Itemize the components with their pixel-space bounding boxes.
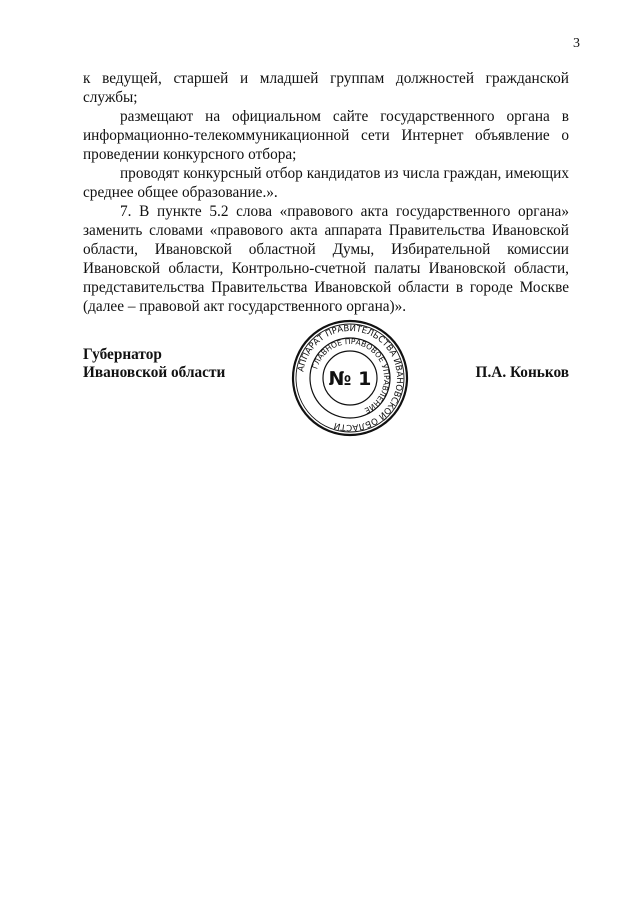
seal-inner-text: ГЛАВНОЕ ПРАВОВОЕ УПРАВЛЕНИЕ	[310, 336, 392, 416]
seal-center-text: № 1	[328, 368, 372, 390]
paragraph: 7. В пункте 5.2 слова «правового акта государственного органа» заменить словами «правового акта аппарата Правительства Ивановской области, Ивановской областной Думы, Избирательной комиссии Ивановской области, Контрольно-счетной палаты Ивановской области, представительства Правительства Ивановской области в городе Москве (далее – правовой акт государственного органа)».	[83, 203, 569, 315]
paragraph: размещают на официальном сайте государственного органа в информационно-телекоммуникационной сети Интернет объявление о проведении конкурсного отбора;	[83, 108, 569, 163]
paragraph: к ведущей, старшей и младшей группам должностей гражданской службы;	[83, 70, 569, 106]
seal-outer-text: АППАРАТ ПРАВИТЕЛЬСТВА ИВАНОВСКОЙ ОБЛАСТИ	[296, 323, 405, 433]
paragraph: проводят конкурсный отбор кандидатов из числа граждан, имеющих среднее общее образование.».	[83, 165, 569, 201]
signatory-title-line: Губернатор	[83, 346, 162, 363]
official-seal	[291, 319, 409, 437]
signatory-title	[83, 346, 225, 382]
page-number: 3	[573, 36, 580, 51]
signatory-name: П.А. Коньков	[475, 364, 569, 381]
signatory-title-line: Ивановской области	[83, 364, 226, 381]
document-body	[83, 69, 569, 316]
